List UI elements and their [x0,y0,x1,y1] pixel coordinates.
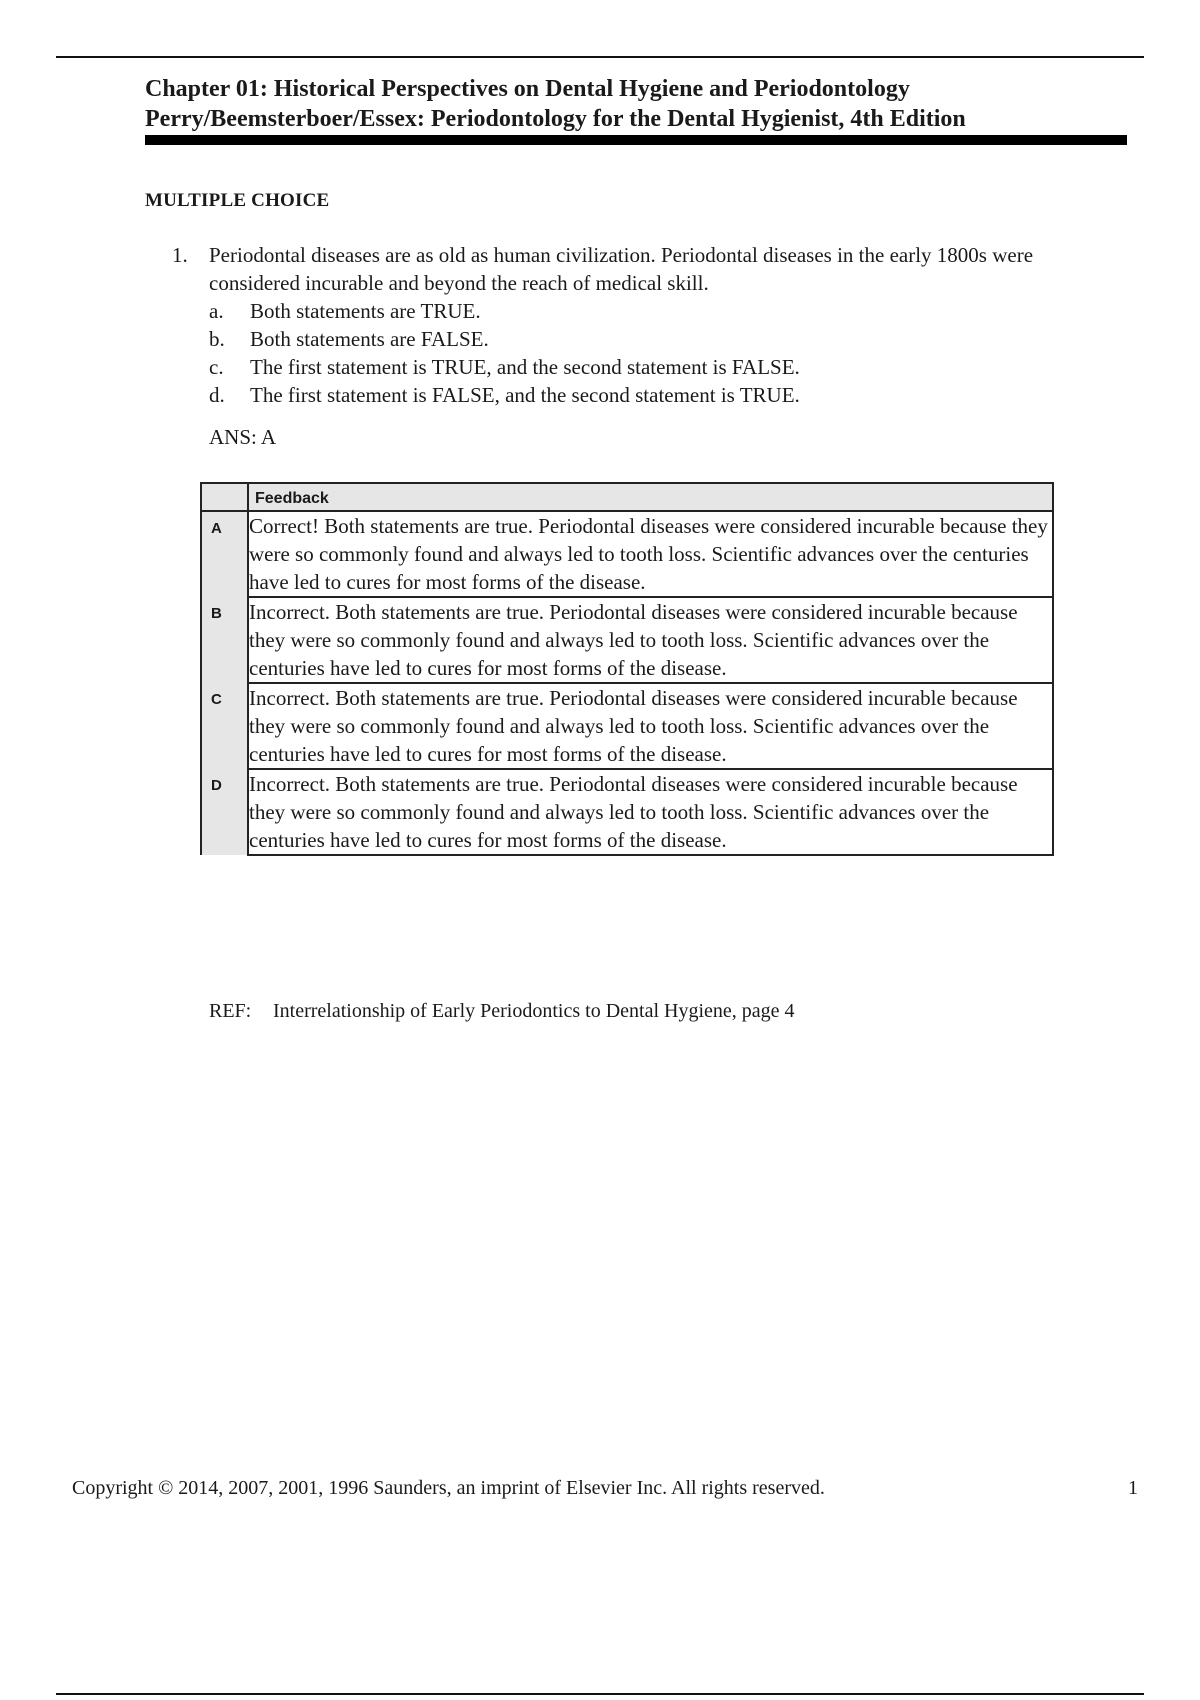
option-text: Both statements are FALSE. [250,327,489,351]
feedback-row-d [201,769,1053,855]
option-text: Both statements are TRUE. [250,299,481,323]
feedback-row-c [201,683,1053,769]
feedback-table [200,482,1054,856]
top-rule [56,56,1144,58]
feedback-row-a [201,511,1053,597]
page-number: 1 [1128,1477,1138,1499]
question-text: Periodontal diseases are as old as human civilization. Periodontal diseases in the early 1800s were considered incurable and beyond the reach of medical skill. [209,243,1034,295]
question-stem [172,241,1112,297]
option-letter: c. [209,355,224,379]
feedback-row-b [201,597,1053,683]
feedback-text: Incorrect. Both statements are true. Periodontal diseases were considered incurable because they were so commonly found and always led to tooth loss. Scientific advances over the centuries have led to cures for most forms of the disease. [248,683,1053,769]
feedback-text: Incorrect. Both statements are true. Periodontal diseases were considered incurable because they were so commonly found and always led to tooth loss. Scientific advances over the centuries have led to cures for most forms of the disease. [248,597,1053,683]
option-letter: d. [209,383,225,407]
option-d [209,381,1112,409]
answer-key: ANS: A [209,425,277,449]
feedback-letter: C [201,683,248,769]
book-title: Perry/Beemsterboer/Essex: Periodontology for the Dental Hygienist, 4th Edition [145,106,966,132]
answer-options [209,297,1112,409]
header-bar [145,135,1127,145]
chapter-title: Chapter 01: Historical Perspectives on Dental Hygiene and Periodontology [145,76,910,102]
feedback-header-row [201,483,1053,511]
header-corner-cell [201,483,248,511]
section-title: MULTIPLE CHOICE [145,190,330,211]
bottom-rule [56,1693,1144,1695]
reference-label: REF: [209,1000,252,1022]
feedback-letter: A [201,511,248,597]
feedback-letter: B [201,597,248,683]
reference-text: Interrelationship of Early Periodontics to Dental Hygiene, page 4 [273,1000,795,1022]
option-text: The first statement is FALSE, and the second statement is TRUE. [250,383,800,407]
reference [209,1000,795,1023]
feedback-text: Incorrect. Both statements are true. Periodontal diseases were considered incurable because they were so commonly found and always led to tooth loss. Scientific advances over the centuries have led to cures for most forms of the disease. [248,769,1053,855]
option-letter: a. [209,299,224,323]
feedback-header: Feedback [248,483,1053,511]
option-letter: b. [209,327,225,351]
feedback-letter: D [201,769,248,855]
question-number: 1. [172,243,188,267]
question-block [172,241,1112,451]
option-b [209,325,1112,353]
option-c [209,353,1112,381]
copyright-footer: Copyright © 2014, 2007, 2001, 1996 Saunders, an imprint of Elsevier Inc. All rights reserved. [72,1477,825,1499]
feedback-text: Correct! Both statements are true. Periodontal diseases were considered incurable because they were so commonly found and always led to tooth loss. Scientific advances over the centuries have led to cures for most forms of the disease. [248,511,1053,597]
option-text: The first statement is TRUE, and the second statement is FALSE. [250,355,800,379]
option-a [209,297,1112,325]
document-header [145,74,1125,134]
